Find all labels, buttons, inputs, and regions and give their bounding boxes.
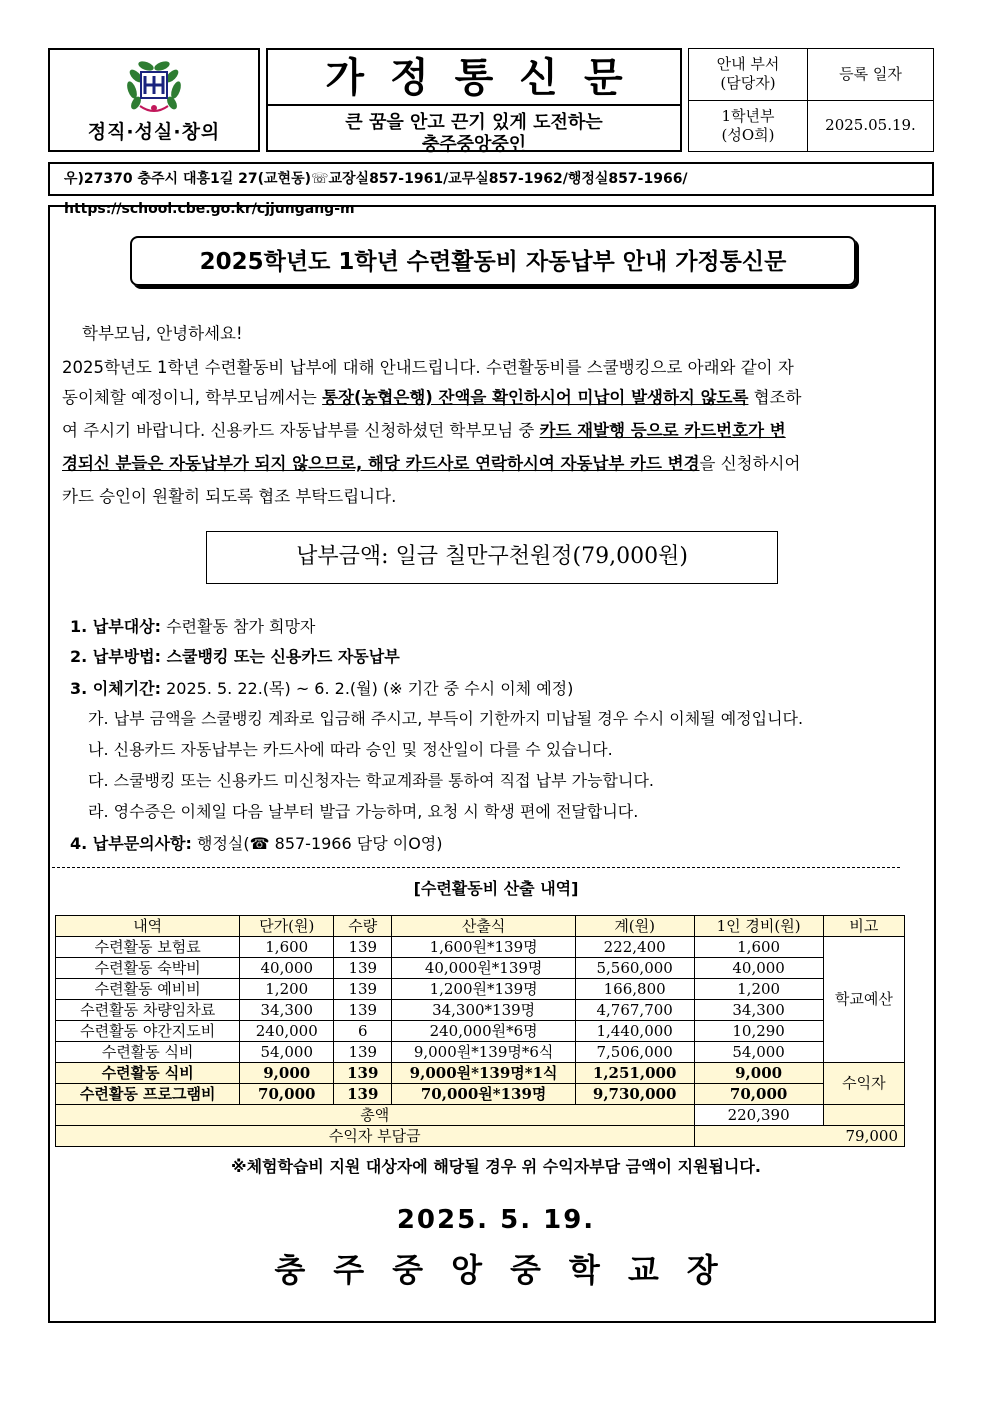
table-row [56, 958, 905, 979]
principal-signature: 충주중앙중학교장 [274, 1251, 746, 1289]
table-row-highlight [56, 1084, 905, 1105]
table-cell: 수련활동 프로그램비 [56, 1084, 240, 1105]
table-cell: 139 [334, 979, 392, 1000]
date-value: 2025.05.19. [808, 100, 934, 152]
body-line-5: 카드 승인이 원활히 되도록 협조 부탁드립니다. [62, 487, 397, 506]
table-header: 내역 [56, 916, 240, 937]
item-target [70, 611, 315, 642]
table-cell: 240,000원*6명 [392, 1021, 575, 1042]
notice-title: 2025학년도 1학년 수련활동비 자동납부 안내 가정통신문 [130, 236, 856, 286]
date-label: 등록 일자 [808, 49, 934, 101]
underlined-text: 경되신 분들은 자동납부가 되지 않으므로, 해당 카드사로 연락하시여 자동납부 카드 변경 [62, 454, 700, 473]
table-caption: [수련활동비 산출 내역] [413, 879, 579, 898]
underlined-text: 통장(농협은행) 잔액을 확인하시어 미납이 발생하지 않도록 [322, 388, 749, 407]
body-text: 협조하 [748, 388, 802, 407]
total-row [56, 1105, 905, 1126]
table-header: 수량 [334, 916, 392, 937]
table-row [56, 937, 905, 958]
table-cell: 34,300 [694, 1000, 823, 1021]
table-cell: 9,000 [694, 1063, 823, 1084]
table-cell: 40,000 [694, 958, 823, 979]
table-row [56, 1042, 905, 1063]
dept-value: 1학년부 (성O희) [689, 100, 808, 152]
table-row-highlight [56, 1063, 905, 1084]
table-cell: 34,300 [240, 1000, 334, 1021]
underlined-text: 카드 재발행 등으로 카드번호가 변 [539, 421, 786, 440]
table-cell: 139 [334, 1063, 392, 1084]
table-cell: 4,767,700 [575, 1000, 694, 1021]
item-period [70, 673, 573, 704]
sub-item-ga: 가. 납부 금액을 스쿨뱅킹 계좌로 입금해 주시고, 부득이 기한까지 미납될 경우 수시 이체될 예정입니다. [88, 709, 804, 728]
table-row [56, 979, 905, 1000]
table-cell: 70,000원*139명 [392, 1084, 575, 1105]
payment-amount: 납부금액: 일금 칠만구천원정(79,000원) [206, 531, 778, 584]
table-cell: 5,560,000 [575, 958, 694, 979]
table-header: 산출식 [392, 916, 575, 937]
table-cell: 139 [334, 958, 392, 979]
table-header: 비고 [823, 916, 904, 937]
greeting: 학부모님, 안녕하세요! [82, 324, 243, 343]
table-cell: 40,000 [240, 958, 334, 979]
issue-date: 2025. 5. 19. [396, 1205, 596, 1235]
user-burden-row [56, 1126, 905, 1147]
table-cell: 1,200 [240, 979, 334, 1000]
item-text: 행정실(☎ 857-1966 담당 이O영) [191, 834, 443, 853]
table-cell: 수련활동 차량임차료 [56, 1000, 240, 1021]
table-cell: 222,400 [575, 937, 694, 958]
table-cell: 9,000원*139명*1식 [392, 1063, 575, 1084]
table-cell: 139 [334, 1042, 392, 1063]
table-cell: 34,300*139명 [392, 1000, 575, 1021]
dashed-divider [52, 867, 900, 868]
slogan-line-1: 큰 꿈을 안고 끈기 있게 도전하는 [345, 112, 603, 133]
table-cell: 1,440,000 [575, 1021, 694, 1042]
user-burden-value: 79,000 [694, 1126, 904, 1147]
page-title: 가정통신문 [268, 52, 680, 106]
table-cell: 139 [334, 1000, 392, 1021]
note-school-budget: 학교예산 [823, 937, 904, 1063]
body-text: 동이체할 예정이니, 학부모님께서는 [62, 388, 323, 407]
table-row [56, 1000, 905, 1021]
sub-item-ra: 라. 영수증은 이체일 다음 날부터 발급 가능하며, 요청 시 학생 편에 전달합니다. [88, 802, 639, 821]
table-cell: 1,200원*139명 [392, 979, 575, 1000]
table-cell: 수련활동 보험료 [56, 937, 240, 958]
table-cell: 70,000 [694, 1084, 823, 1105]
total-value: 220,390 [694, 1105, 823, 1126]
slogan-line-2: 충주중앙중인 [421, 134, 527, 155]
table-cell: 1,200 [694, 979, 823, 1000]
body-line-2 [62, 381, 924, 415]
table-cell: 40,000원*139명 [392, 958, 575, 979]
body-line-4 [62, 447, 924, 481]
address-bar: 우)27370 충주시 대흥1길 27(교현동)☏교장실857-1961/교무실857-1962/행정실857-1966/ https://school.cbe.go.kr/cjjungang-m [48, 162, 934, 196]
info-table [688, 48, 934, 152]
table-header: 1인 경비(원) [694, 916, 823, 937]
table-row [56, 1021, 905, 1042]
sub-item-da: 다. 스쿨뱅킹 또는 신용카드 미신청자는 학교계좌를 통하여 직접 납부 가능합니다. [88, 771, 654, 790]
table-cell: 수련활동 예비비 [56, 979, 240, 1000]
table-cell: 70,000 [240, 1084, 334, 1105]
cost-table [55, 915, 905, 1147]
table-cell: 9,000 [240, 1063, 334, 1084]
body-text: 여 주시기 바랍니다. 신용카드 자동납부를 신청하셨던 학부모님 중 [62, 421, 540, 440]
table-cell: 240,000 [240, 1021, 334, 1042]
table-cell: 166,800 [575, 979, 694, 1000]
table-cell: 9,000원*139명*6식 [392, 1042, 575, 1063]
item-text: 수련활동 참가 희망자 [161, 617, 316, 636]
table-header-row [56, 916, 905, 937]
table-cell: 139 [334, 937, 392, 958]
body-line-1: 2025학년도 1학년 수련활동비 납부에 대해 안내드립니다. 수련활동비를 스쿨뱅킹으로 아래와 같이 자 [62, 358, 794, 377]
table-cell: 수련활동 식비 [56, 1042, 240, 1063]
school-emblem-icon [122, 56, 186, 120]
total-blank [823, 1105, 904, 1126]
item-contact [70, 828, 443, 859]
table-cell: 139 [334, 1084, 392, 1105]
user-burden-label: 수익자 부담금 [56, 1126, 695, 1147]
support-note: ※체험학습비 지원 대상자에 해당될 경우 위 수익자부담 금액이 지원됩니다. [231, 1157, 761, 1176]
table-cell: 10,290 [694, 1021, 823, 1042]
table-cell: 수련활동 숙박비 [56, 958, 240, 979]
table-header: 단가(원) [240, 916, 334, 937]
item-label: 1. 납부대상: [70, 617, 162, 636]
dept-label: 안내 부서 (담당자) [689, 49, 808, 101]
table-header: 계(원) [575, 916, 694, 937]
item-label: 3. 이체기간: [70, 679, 162, 698]
table-cell: 54,000 [694, 1042, 823, 1063]
table-cell: 6 [334, 1021, 392, 1042]
item-text: 2025. 5. 22.(목) ~ 6. 2.(월) (※ 기간 중 수시 이체 예정) [161, 679, 574, 698]
table-cell: 9,730,000 [575, 1084, 694, 1105]
table-cell: 수련활동 식비 [56, 1063, 240, 1084]
title-box [266, 48, 682, 155]
table-cell: 수련활동 야간지도비 [56, 1021, 240, 1042]
total-label: 총액 [56, 1105, 695, 1126]
table-cell: 1,251,000 [575, 1063, 694, 1084]
item-label: 2. 납부방법: 스쿨뱅킹 또는 신용카드 자동납부 [70, 647, 400, 666]
body-text: 을 신청하시어 [699, 454, 801, 473]
item-label: 4. 납부문의사항: [70, 834, 192, 853]
table-cell: 1,600 [694, 937, 823, 958]
school-logo-box [48, 48, 260, 152]
table-cell: 1,600 [240, 937, 334, 958]
body-line-3 [62, 414, 924, 448]
school-motto: 정직·성실·창의 [87, 121, 221, 143]
table-cell: 7,506,000 [575, 1042, 694, 1063]
item-method [70, 641, 400, 672]
table-cell: 1,600원*139명 [392, 937, 575, 958]
table-cell: 54,000 [240, 1042, 334, 1063]
note-user-pay: 수익자 [823, 1063, 904, 1105]
sub-item-na: 나. 신용카드 자동납부는 카드사에 따라 승인 및 정산일이 다를 수 있습니다. [88, 740, 613, 759]
